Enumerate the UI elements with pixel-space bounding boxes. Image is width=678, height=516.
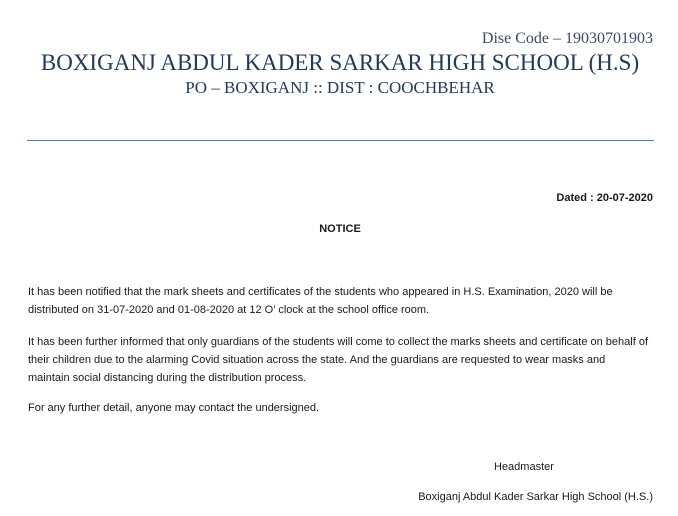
notice-paragraph-guardians: It has been further informed that only guardians of the students will come to collect the marks sheets and certificate on behalf of their children due to the alarming Covid situation across the state. And the guardians are requested to wear masks and maintain social distancing during the distribution process. bbox=[28, 336, 649, 384]
notice-paragraph-distribution: It has been notified that the mark sheets and certificates of the students who appeared in H.S. Examination, 2020 will be distributed on 31-07-2020 and 01-08-2020 at 12 O’ clock at the school office room. bbox=[28, 286, 613, 316]
school-address: PO – BOXIGANJ :: DIST : COOCHBEHAR bbox=[185, 78, 495, 97]
notice-paragraph-contact: For any further detail, anyone may contact the undersigned. bbox=[28, 402, 320, 414]
school-name: BOXIGANJ ABDUL KADER SARKAR HIGH SCHOOL (H.S) bbox=[40, 50, 640, 75]
notice-date: Dated : 20-07-2020 bbox=[556, 192, 653, 204]
signatory-school: Boxiganj Abdul Kader Sarkar High School (H.S.) bbox=[418, 491, 653, 503]
signatory-title: Headmaster bbox=[494, 461, 554, 473]
dise-code: Dise Code – 19030701903 bbox=[481, 30, 653, 47]
header-divider bbox=[27, 140, 654, 141]
notice-title: NOTICE bbox=[319, 223, 361, 235]
